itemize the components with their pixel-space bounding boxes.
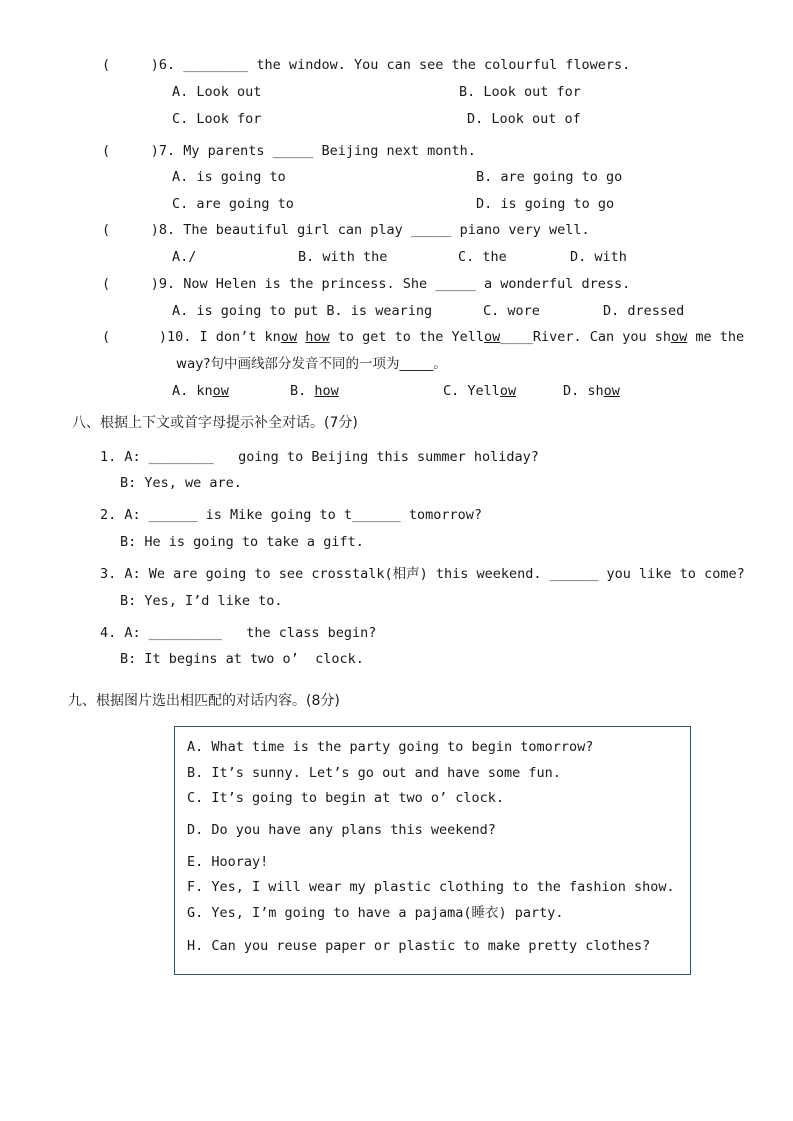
dialogue-2-a: 2. A: ______ is Mike going to t______ tomorrow? — [100, 507, 483, 523]
q10-stem-line1: ( )10. I don’t know how to get to the Yellow____River. Can you show me the — [102, 329, 745, 345]
q10-option-c: C. Yellow — [443, 383, 517, 399]
q7-option-a: A. is going to — [172, 169, 286, 185]
q9-stem: ( )9. Now Helen is the princess. She _____ a wonderful dress. — [102, 276, 631, 292]
dialogue-3-a: 3. A: We are going to see crosstalk(相声) this weekend. ______ you like to come? — [100, 566, 745, 582]
dialogue-2-b: B: He is going to take a gift. — [120, 534, 364, 550]
q9-option-c: C. wore — [483, 303, 540, 319]
q6-option-d: D. Look out of — [467, 111, 581, 127]
option-g: G. Yes, I’m going to have a pajama(睡衣) party. — [187, 905, 564, 921]
option-h: H. Can you reuse paper or plastic to make pretty clothes? — [187, 938, 651, 954]
q10-option-d: D. show — [563, 383, 620, 399]
q8-option-a: A./ — [172, 249, 197, 265]
option-f: F. Yes, I will wear my plastic clothing to the fashion show. — [187, 879, 675, 895]
q8-option-c: C. the — [458, 249, 507, 265]
q7-option-d: D. is going to go — [476, 196, 615, 212]
option-c: C. It’s going to begin at two o’ clock. — [187, 790, 504, 806]
dialogue-3-b: B: Yes, I’d like to. — [120, 593, 283, 609]
q6-stem: ( )6. ________ the window. You can see the colourful flowers. — [102, 57, 631, 73]
q8-option-d: D. with — [570, 249, 627, 265]
option-a: A. What time is the party going to begin tomorrow? — [187, 739, 594, 755]
section-9-heading: 九、根据图片选出相匹配的对话内容。(8分) — [68, 693, 340, 709]
option-b: B. It’s sunny. Let’s go out and have some fun. — [187, 765, 561, 781]
q6-option-b: B. Look out for — [459, 84, 581, 100]
q9-option-d: D. dressed — [603, 303, 685, 319]
q6-option-a: A. Look out — [172, 84, 262, 100]
q8-stem: ( )8. The beautiful girl can play _____ piano very well. — [102, 222, 590, 238]
q7-stem: ( )7. My parents _____ Beijing next month. — [102, 143, 476, 159]
q8-option-b: B. with the — [298, 249, 388, 265]
section-8-heading: 八、根据上下文或首字母提示补全对话。(7分) — [72, 415, 358, 431]
dialogue-1-a: 1. A: ________ going to Beijing this summer holiday? — [100, 449, 539, 465]
option-d: D. Do you have any plans this weekend? — [187, 822, 496, 838]
q6-option-c: C. Look for — [172, 111, 262, 127]
option-e: E. Hooray! — [187, 854, 269, 870]
dialogue-1-b: B: Yes, we are. — [120, 475, 242, 491]
q7-option-b: B. are going to go — [476, 169, 623, 185]
q7-option-c: C. are going to — [172, 196, 294, 212]
q10-option-b: B. how — [290, 383, 339, 399]
dialogue-4-a: 4. A: _________ the class begin? — [100, 625, 377, 641]
q9-option-ab: A. is going to put B. is wearing — [172, 303, 433, 319]
dialogue-4-b: B: It begins at two o’ clock. — [120, 651, 364, 667]
q10-option-a: A. know — [172, 383, 229, 399]
q10-stem-line2: way?句中画线部分发音不同的一项为_____。 — [176, 356, 447, 372]
